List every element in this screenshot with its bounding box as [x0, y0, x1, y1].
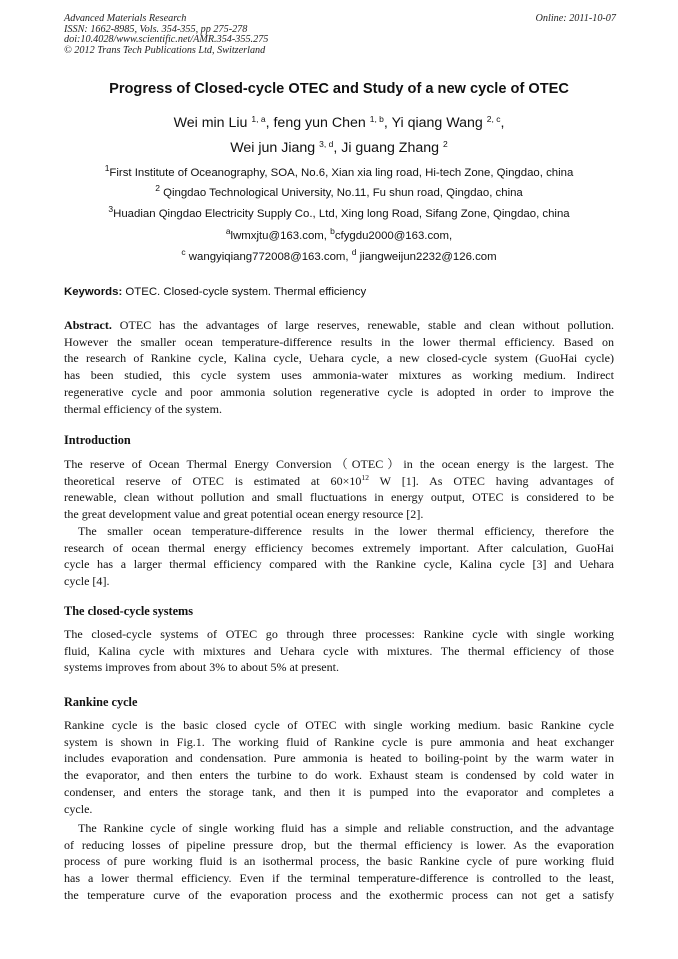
body-line: includes evaporation and condensation. Pure ammonia is heated to boiling-point by the warm water in [64, 751, 614, 766]
body-line: Rankine cycle is the basic closed cycle of OTEC with single working medium. basic Rankine cycle [64, 718, 614, 732]
affiliation-sup: 2 [155, 183, 160, 193]
body-line: renewable, clean without pollution and small fluctuations in energy output, OTEC is considered to be [64, 490, 614, 505]
online-date: Online: 2011-10-07 [535, 13, 616, 24]
abstract-text: OTEC has the advantages of large reserves, renewable, stable and clean without pollution. [111, 318, 614, 332]
section-heading-introduction: Introduction [64, 433, 131, 447]
body-line: the evaporator, and then enters the turbine to do work. Exhaust steam is condensed by cold water in [64, 768, 614, 783]
abstract-line: However the smaller ocean temperature-difference results in the lower thermal efficiency. Based on [64, 334, 614, 349]
body-line: fluid, Kalina cycle with mixtures and Uehara cycle with mixtures. The thermal efficiency of those [64, 643, 614, 658]
author-name: Ji guang Zhang [341, 140, 440, 156]
journal-name: Advanced Materials Research [64, 13, 187, 24]
email-link[interactable]: lwmxjtu@163.com, [230, 230, 331, 242]
affiliation-sup: 3 [108, 204, 114, 214]
affiliation-text: Qingdao Technological University, No.11, Fu shun road, Qingdao, china [159, 187, 523, 199]
paper-title: Progress of Closed-cycle OTEC and Study of a new cycle of OTEC [109, 81, 569, 97]
rankine-paragraph-1 [64, 717, 614, 817]
email-sup: b [330, 226, 335, 236]
affiliation-text: First Institute of Oceanography, SOA, No.6, Xian xia ling road, Hi-tech Zone, Qingdao, china [109, 167, 574, 179]
email-sup: a [225, 226, 231, 236]
body-line: The Rankine cycle of single working fluid has a simple and reliable construction, and the advantage [78, 821, 614, 835]
body-line: research of ocean thermal energy efficiency becomes extremely important. After calculation, GuoHai [64, 540, 614, 555]
author-sup: 3, d [319, 139, 334, 149]
abstract-line [64, 317, 614, 334]
body-line: systems improves from about 3% to about 5% at present. [64, 660, 340, 675]
author-name: Wei jun Jiang [230, 140, 316, 156]
introduction-paragraph-2 [64, 523, 614, 590]
abstract-paragraph [64, 317, 614, 417]
email-link[interactable]: cfygdu2000@163.com, [334, 230, 453, 242]
running-header-left [64, 14, 268, 56]
affiliation-sup: 1 [104, 163, 110, 173]
abstract-line: regenerative cycle and poor ammonia solution regenerative cycle is adopted in order to improve the [64, 384, 614, 399]
body-line: condenser, and enters the storage tank, and then it is pumped into the evaporator and completes a [64, 784, 614, 799]
body-line: the temperature curve of the evaporation process and the exothermic process can not get a satisfy [64, 887, 614, 902]
email-link[interactable]: wangyiqiang772008@163.com, [185, 251, 352, 263]
keywords [64, 285, 366, 299]
body-text: W [1]. As OTEC having advantages of [368, 473, 614, 488]
keywords-text: OTEC. Closed-cycle system. Thermal efficiency [122, 286, 367, 298]
email-link[interactable]: jiangweijun2232@126.com [356, 251, 497, 263]
affiliation-3 [0, 204, 678, 221]
author-sup: 1, b [369, 114, 384, 124]
author-line-2: Wei jun Jiang $^{3, d}$, Ji guang Zhang $^2$ [230, 139, 448, 156]
body-line: The closed-cycle systems of OTEC go through three processes: Rankine cycle with single working [64, 627, 614, 641]
abstract-line: the research of Rankine cycle, Kalina cycle, Uehara cycle, a new closed-cycle system (GuoHai cycle) [64, 351, 614, 366]
introduction-paragraph-1 [64, 456, 614, 523]
email-sup: d [351, 247, 357, 257]
body-text: theoretical reserve of OTEC is estimated at 60×10 [64, 473, 362, 488]
author-name: feng yun Chen [273, 115, 366, 131]
exponent: 12 [361, 472, 369, 482]
body-line: cycle. [64, 801, 93, 816]
body-line: cycle [4]. [64, 574, 110, 589]
email-line-2 [0, 247, 678, 264]
body-line [64, 473, 614, 490]
body-line: of reducing losses of pipeline pressure drop, but the thermal efficiency is lower. As the evaporation [64, 837, 614, 852]
affiliation-1 [0, 163, 678, 180]
email-line-1 [0, 226, 678, 243]
author-name: Yi qiang Wang [391, 115, 483, 131]
copyright-line: © 2012 Trans Tech Publications Ltd, Switzerland [64, 44, 266, 56]
doi-line: doi:10.4028/www.scientific.net/AMR.354-355.275 [64, 34, 269, 46]
author-sup: 2, c [486, 114, 501, 124]
body-line: cycle has a larger thermal efficiency compared with the Rankine cycle, Kalina cycle [3] and Uehara [64, 557, 614, 572]
closed-cycle-paragraph [64, 626, 614, 676]
author-name: Wei min Liu [173, 115, 248, 131]
affiliation-text: Huadian Qingdao Electricity Supply Co., Ltd, Xing long Road, Sifang Zone, Qingdao, china [113, 208, 570, 220]
author-sup: 2 [442, 139, 448, 149]
body-line: The smaller ocean temperature-difference results in the lower thermal efficiency, therefore the [78, 524, 614, 538]
email-sup: c [181, 247, 186, 257]
author-sup: 1, a [251, 114, 266, 124]
body-line: the great development value and great potential ocean energy resource [2]. [64, 507, 424, 522]
abstract-label: Abstract. [64, 318, 112, 332]
section-heading-closed-cycle: The closed-cycle systems [64, 604, 194, 618]
abstract-line: has been studied, this cycle system uses ammonia-water mixtures as working medium. Indirect [64, 368, 614, 383]
author-line-1: Wei min Liu $^{1, a}$, feng yun Chen $^{1, b}$, Yi qiang Wang $^{2, c}$, [173, 114, 505, 131]
issn-line: ISSN: 1662-8985, Vols. 354-355, pp 275-278 [64, 23, 248, 35]
body-line: The reserve of Ocean Thermal Energy Conversion（OTEC）in the ocean energy is the largest. The [64, 457, 614, 471]
section-heading-rankine: Rankine cycle [64, 695, 138, 709]
keywords-label: Keywords: [64, 286, 123, 298]
body-line: process of pure working fluid is an isothermal process, the basic Rankine cycle of pure working fluid [64, 854, 614, 869]
affiliation-2 [0, 183, 678, 200]
body-line: has a lower thermal efficiency. Even if the terminal temperature-difference is controlled to the least, [64, 871, 614, 886]
abstract-line: thermal efficiency of the system. [64, 401, 223, 416]
rankine-paragraph-2 [64, 820, 614, 904]
body-line: system is shown in Fig.1. The working fluid of Rankine cycle is pure ammonia and heat exchanger [64, 734, 614, 749]
